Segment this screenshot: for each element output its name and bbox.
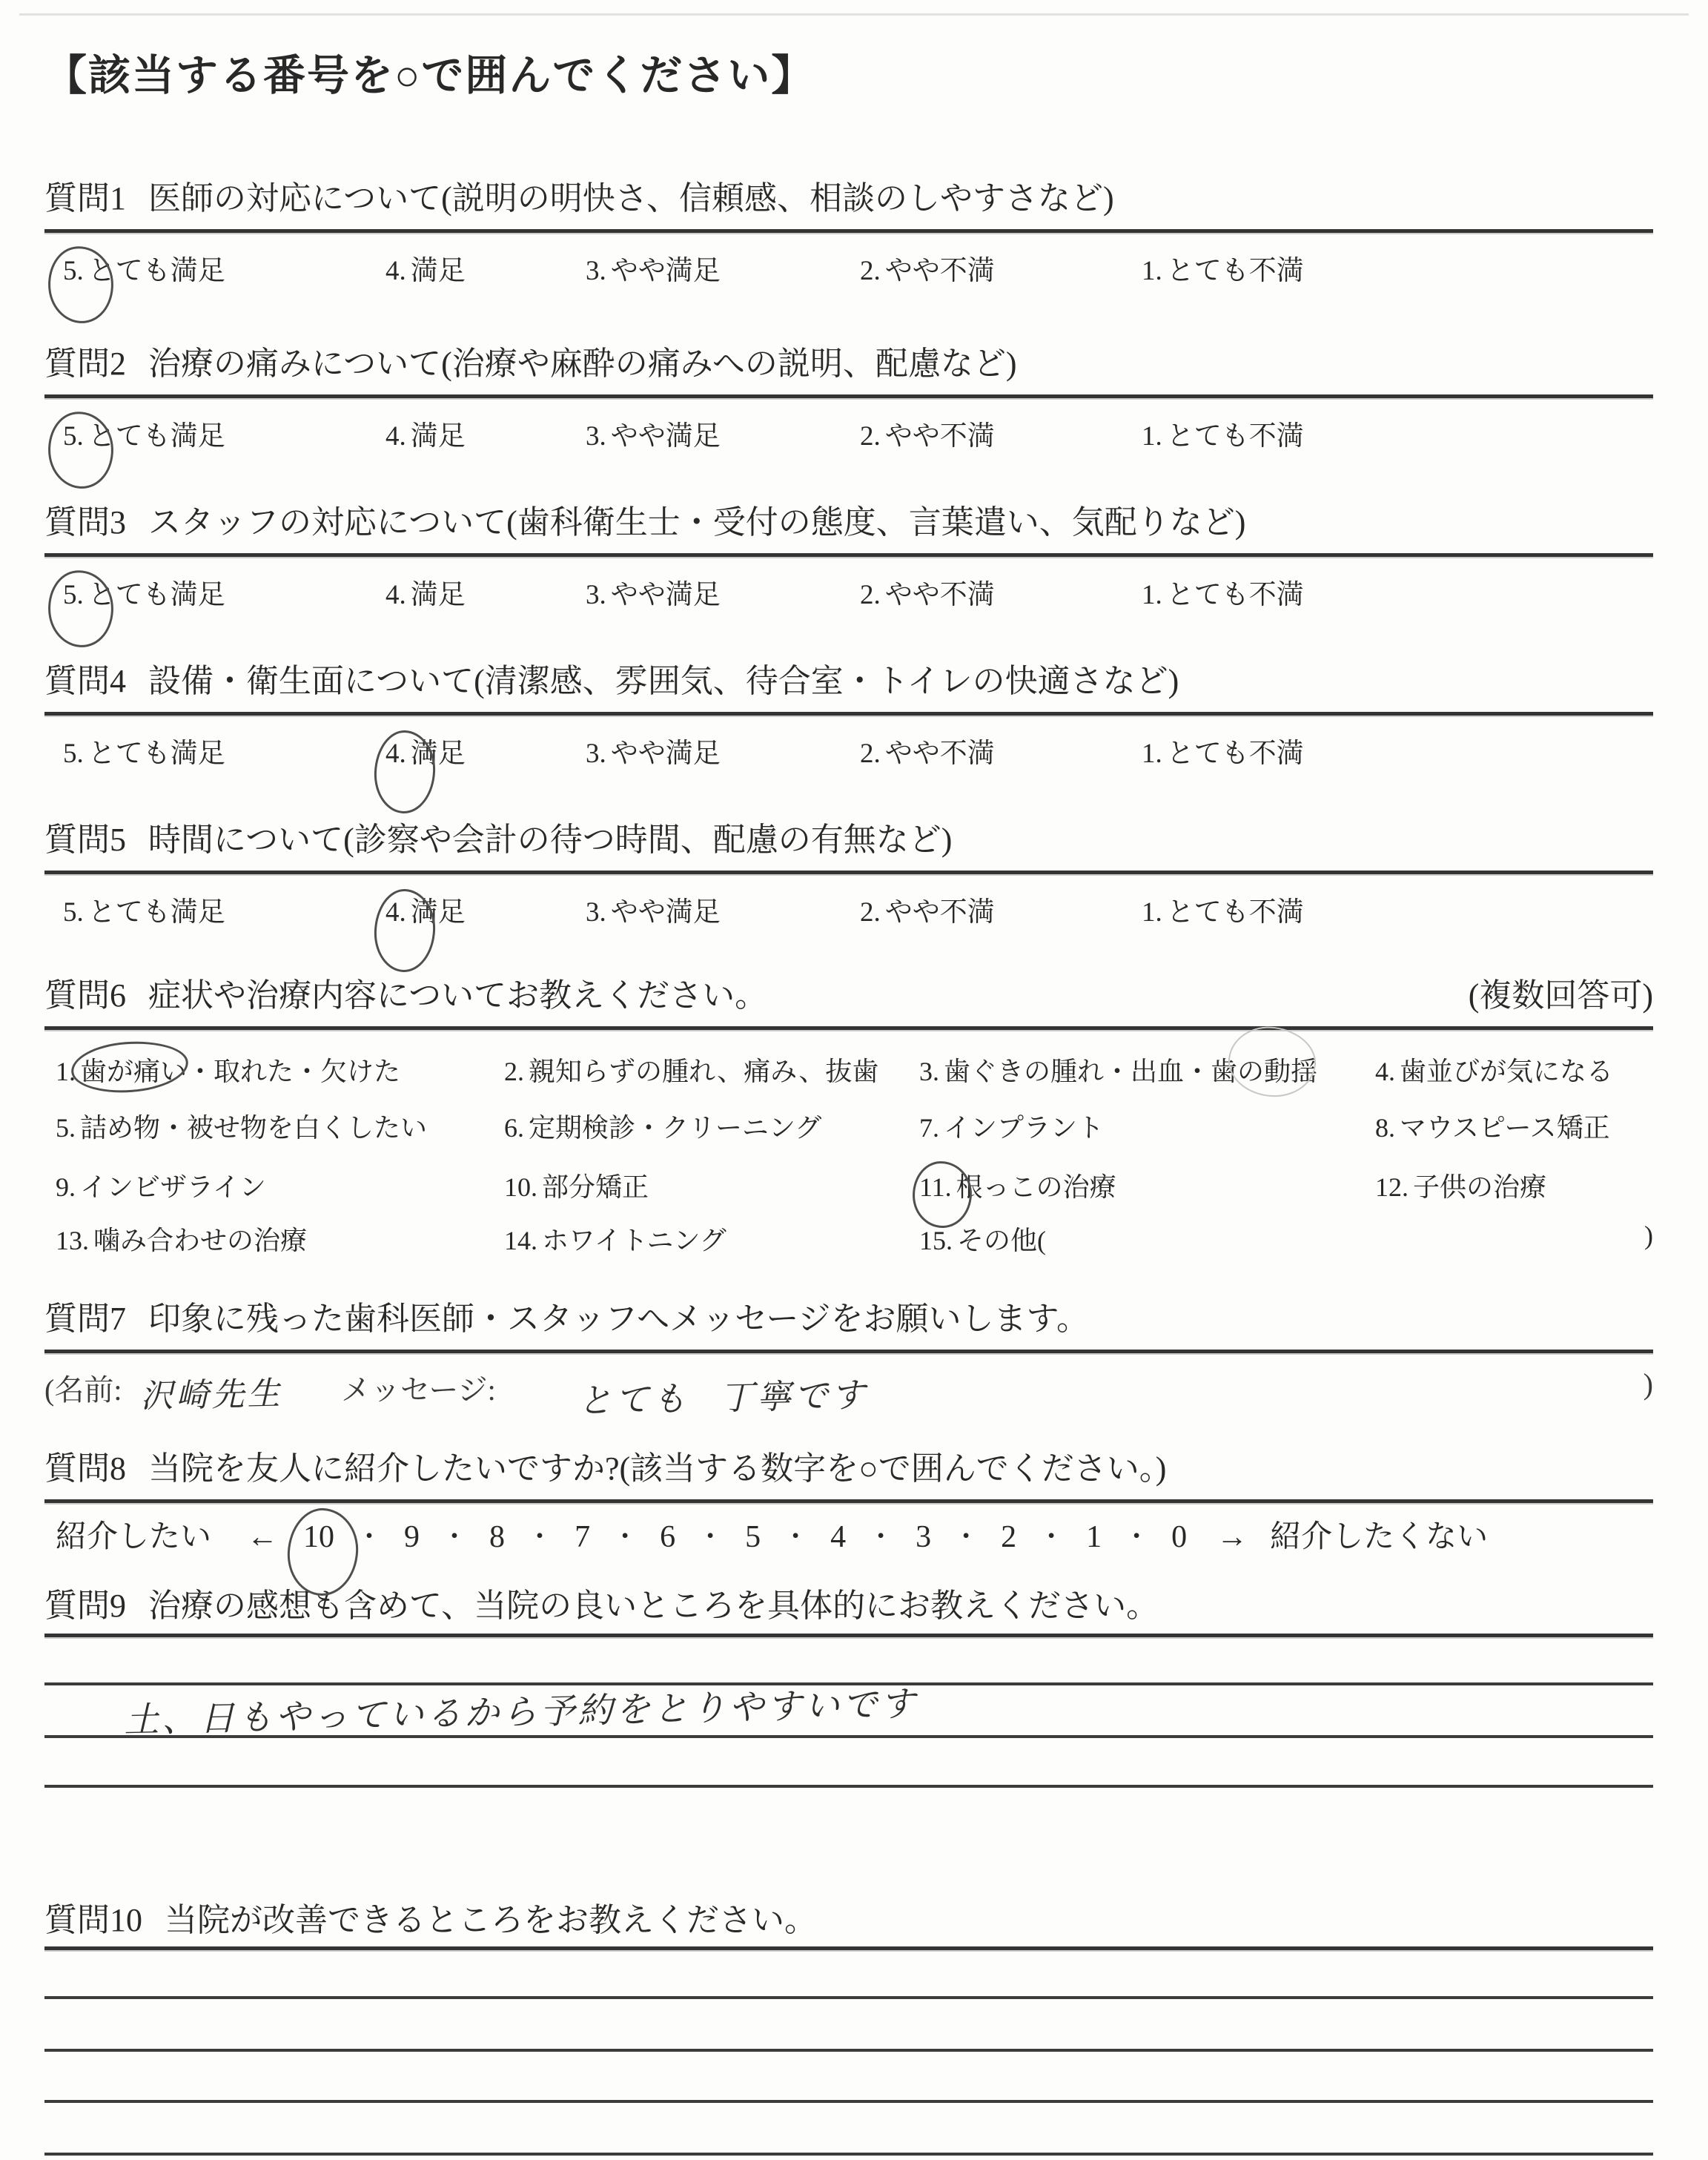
q4-option-3: 3. やや満足 — [586, 739, 721, 769]
q5-option-2: 2. やや不満 — [860, 897, 995, 928]
question-4 — [44, 661, 1653, 772]
answer-line — [44, 1738, 1653, 1788]
circled-answer-mark: 5. — [63, 256, 84, 286]
q5-option-1: 1. とても不満 — [1142, 897, 1304, 928]
q2-option-1: 1. とても不満 — [1142, 421, 1304, 452]
question-3-label: 質問3 — [44, 504, 126, 541]
question-9 — [44, 1586, 1653, 1788]
question-1-options — [44, 243, 1653, 289]
symptom-item-3: 3. 歯ぐきの腫れ・出血・歯の動揺 — [919, 1051, 1317, 1089]
faint-circle-mark: の動 — [1237, 1051, 1291, 1089]
q2-option-3: 3. やや満足 — [586, 421, 721, 452]
q2-option-2: 2. やや不満 — [860, 421, 995, 452]
question-2-heading: 治療の痛みについて(治療や麻酔の痛みへの説明、配慮など) — [148, 346, 1017, 382]
question-7-heading: 印象に残った歯科医師・スタッフへメッセージをお願いします。 — [148, 1301, 1089, 1337]
answer-line — [44, 2052, 1653, 2103]
divider — [44, 871, 1653, 874]
divider — [44, 1350, 1653, 1353]
q3-option-4: 4. 満足 — [385, 580, 466, 610]
question-5-heading: 時間について(診察や会計の待つ時間、配慮の有無など) — [148, 822, 953, 858]
q1-option-3: 3. やや満足 — [586, 256, 721, 286]
nps-5: 5 — [745, 1520, 761, 1554]
right-arrow-icon: → — [1217, 1520, 1248, 1554]
nps-0: 0 — [1171, 1520, 1188, 1554]
nps-2: 2 — [1001, 1520, 1017, 1554]
symptom-item-4: 4. 歯並びが気になる — [1375, 1057, 1614, 1086]
q3-option-2: 2. やや不満 — [860, 580, 995, 610]
nps-3: 3 — [916, 1520, 932, 1554]
page-top-rule — [19, 13, 1689, 16]
nps-left-label: 紹介したい — [56, 1520, 212, 1554]
nps-7: 7 — [575, 1520, 591, 1554]
question-6-note: (複数回答可) — [1468, 977, 1653, 1014]
q2-option-4: 4. 満足 — [385, 421, 466, 452]
nps-scale: 紹介したい ← 10 ・ 9 ・ 8 ・ 7 ・ 6 ・ 5 ・ 4 ・ 3 ・ 2 ・ 1 ・ 0 → 紹介したくない — [44, 1512, 1653, 1559]
nps-1: 1 — [1086, 1520, 1102, 1554]
divider — [44, 553, 1653, 557]
q4-option-1: 1. とても不満 — [1142, 739, 1304, 769]
question-8-heading: 当院を友人に紹介したいですか?(該当する数字を○で囲んでください。) — [148, 1450, 1167, 1487]
q1-option-4: 4. 満足 — [385, 256, 466, 286]
question-7-label: 質問7 — [44, 1301, 126, 1337]
question-10 — [44, 1900, 1653, 2156]
symptom-item-11: 11. 根っこの治療 — [919, 1172, 1116, 1202]
question-4-heading: 設備・衛生面について(清潔感、雰囲気、待合室・トイレの快適さなど) — [148, 663, 1179, 699]
question-5-label: 質問5 — [44, 822, 126, 858]
q4-option-5: 5. とても満足 — [63, 739, 225, 769]
q4-option-2: 2. やや不満 — [860, 739, 995, 769]
question-3-options — [44, 567, 1653, 613]
question-2-label: 質問2 — [44, 346, 126, 382]
question-10-heading: 当院が改善できるところをお教えください。 — [165, 1902, 817, 1938]
q1-option-2: 2. やや不満 — [860, 256, 995, 286]
symptom-item-8: 8. マウスピース矯正 — [1375, 1113, 1610, 1143]
question-4-options — [44, 726, 1653, 772]
question-9-heading: 治療の感想も含めて、当院の良いところを具体的にお教えください。 — [148, 1588, 1159, 1624]
symptom-item-15-close-paren: ) — [1644, 1221, 1653, 1250]
survey-title: 【該当する番号を○で囲んでください】 — [44, 53, 815, 99]
circled-answer-mark: 5. — [63, 421, 84, 452]
question-7 — [44, 1299, 1653, 1423]
nps-4: 4 — [830, 1520, 847, 1554]
question-2 — [44, 344, 1653, 455]
q3-option-5: 5. とても満足 — [63, 580, 225, 610]
question-1 — [44, 179, 1653, 289]
nps-9: 9 — [404, 1520, 420, 1554]
answer-line — [44, 1685, 1653, 1741]
circled-answer-mark: 歯が痛 — [80, 1051, 160, 1089]
nps-right-label: 紹介したくない — [1270, 1520, 1489, 1554]
symptom-item-13: 13. 噛み合わせの治療 — [56, 1226, 308, 1255]
divider — [44, 229, 1653, 233]
q2-option-5: 5. とても満足 — [63, 421, 225, 452]
q5-option-4: 4. 満足 — [385, 897, 466, 928]
symptom-item-7: 7. インプラント — [919, 1113, 1105, 1143]
question-3 — [44, 503, 1653, 613]
question-2-options — [44, 409, 1653, 455]
symptom-item-2: 2. 親知らずの腫れ、痛み、抜歯 — [504, 1057, 879, 1086]
q3-option-3: 3. やや満足 — [586, 580, 721, 610]
q1-option-1: 1. とても不満 — [1142, 256, 1304, 286]
close-paren: ) — [1643, 1367, 1653, 1401]
q4-option-4: 4. 満足 — [385, 739, 466, 769]
question-5 — [44, 820, 1653, 931]
circled-answer-mark: 4. — [385, 897, 406, 928]
handwritten-message: とても 丁寧です — [577, 1375, 869, 1421]
symptom-item-5: 5. 詰め物・被せ物を白くしたい — [56, 1113, 428, 1143]
divider — [44, 394, 1653, 398]
divider — [44, 1026, 1653, 1030]
answer-line — [44, 2103, 1653, 2156]
symptom-item-10: 10. 部分矯正 — [504, 1172, 649, 1202]
nps-6: 6 — [660, 1520, 676, 1554]
symptom-item-15: 15. その他( — [919, 1226, 1046, 1255]
circled-answer-mark: 11. — [919, 1172, 952, 1202]
symptom-item-6: 6. 定期検診・クリーニング — [504, 1113, 822, 1143]
question-8 — [44, 1449, 1653, 1559]
q5-option-5: 5. とても満足 — [63, 897, 225, 928]
name-field-label: (名前: — [44, 1373, 122, 1407]
handwritten-name: 沢崎先生 — [139, 1375, 283, 1416]
question-6-heading: 症状や治療内容についてお教えください。 — [148, 977, 768, 1014]
left-arrow-icon: ← — [247, 1520, 279, 1554]
q3-option-1: 1. とても不満 — [1142, 580, 1304, 610]
question-6-label: 質問6 — [44, 977, 126, 1014]
q1-option-5: 5. とても満足 — [63, 256, 225, 286]
question-6 — [44, 976, 1653, 1254]
question-8-label: 質問8 — [44, 1450, 126, 1487]
answer-line — [44, 1950, 1653, 1999]
question-9-label: 質問9 — [44, 1588, 126, 1624]
handwritten-q9-answer: 土、日もやっているから予約をとりやすいです — [123, 1685, 918, 1741]
question-5-options — [44, 885, 1653, 931]
question-4-label: 質問4 — [44, 663, 126, 699]
answer-line — [44, 1999, 1653, 2052]
q5-option-3: 3. やや満足 — [586, 897, 721, 928]
question-1-heading: 医師の対応について(説明の明快さ、信頼感、相談のしやすさなど) — [148, 180, 1114, 217]
symptom-item-9: 9. インビザライン — [56, 1172, 266, 1202]
question-3-heading: スタッフの対応について(歯科衛生士・受付の態度、言葉遣い、気配りなど) — [148, 504, 1246, 541]
divider — [44, 1499, 1653, 1503]
nps-8: 8 — [489, 1520, 506, 1554]
circled-answer-mark: 4. — [385, 739, 406, 769]
divider — [44, 712, 1653, 716]
symptom-item-1: 1. 歯が痛い・取れた・欠けた — [56, 1051, 400, 1089]
symptom-item-14: 14. ホワイトニング — [504, 1226, 726, 1255]
question-1-label: 質問1 — [44, 180, 126, 217]
circled-answer-mark: 5. — [63, 580, 84, 610]
question-10-label: 質問10 — [44, 1902, 142, 1938]
circled-answer-mark: 10 — [303, 1520, 335, 1554]
message-field-label: メッセージ: — [341, 1373, 496, 1407]
symptom-item-12: 12. 子供の治療 — [1375, 1172, 1547, 1202]
